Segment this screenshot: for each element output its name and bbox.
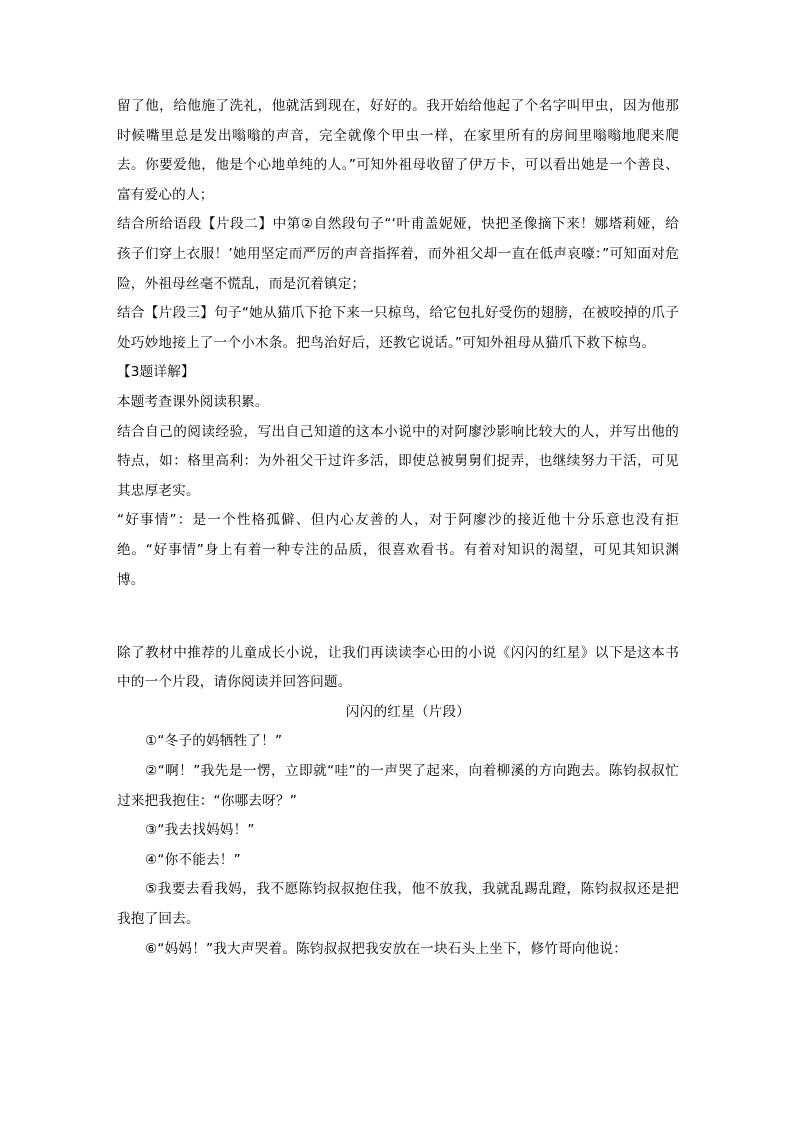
excerpt-title: 闪闪的红星（片段） [345, 703, 471, 720]
excerpt-paragraph-6: ⑥“妈妈！”我大声哭着。陈钧叔叔把我安放在一块石头上坐下，修竹哥向他说： [145, 940, 628, 957]
excerpt-paragraph-4: ④“你不能去！” [145, 851, 241, 868]
excerpt-paragraph-2: ②“啊！”我先是一愣，立即就“哇”的一声哭了起来，向着柳溪的方向跑去。陈钧叔叔忙过来把我抱住：“你哪去呀？” [117, 763, 679, 809]
analysis-paragraph-1: 留了他，给他施了洗礼，他就活到现在，好好的。我开始给他起了个名字叫甲虫，因为他那时候嘴里总是发出嗡嗡的声音，完全就像个甲虫一样，在家里所有的房间里嗡嗡地爬来爬去。你要爱他，他是个心地单纯的人。”可知外祖母收留了伊万卡，可以看出她是一个善良、富有爱心的人； [117, 98, 679, 203]
excerpt-paragraph-3: ③“我去找妈妈！” [145, 822, 255, 839]
analysis-paragraph-3: 结合【片段三】句子“她从猫爪下抢下来一只椋鸟，给它包扎好受伤的翅膀，在被咬掉的爪子处巧妙地接上了一个小木条。把鸟治好后，还教它说话。”可知外祖母从猫爪下救下椋鸟。 [117, 305, 679, 351]
question-intro: 除了教材中推荐的儿童成长小说，让我们再读读李心田的小说《闪闪的红星》以下是这本书中的一个片段，请你阅读并回答问题。 [117, 644, 679, 691]
q3-heading: 【3题详解】 [117, 364, 195, 381]
q3-paragraph-2: 结合自己的阅读经验，写出自己知道的这本小说中的对阿廖沙影响比较大的人，并写出他的特点，如：格里高利：为外祖父干过许多活，即使总被舅舅们捉弄，也继续努力干活，可见其忠厚老实。 [117, 423, 679, 499]
q3-paragraph-1: 本题考查课外阅读积累。 [117, 393, 269, 410]
document-page [117, 92, 679, 964]
q3-paragraph-3: “好事情”：是一个性格孤僻、但内心友善的人，对于阿廖沙的接近他十分乐意也没有拒绝。“好事情”身上有着一种专注的品质，很喜欢看书。有着对知识的渴望，可见其知识渊博。 [117, 512, 679, 588]
excerpt-paragraph-5: ⑤我要去看我妈，我不愿陈钧叔叔抱住我，他不放我，我就乱踢乱蹬，陈钧叔叔还是把我抱了回去。 [117, 881, 679, 928]
spacer [117, 625, 679, 639]
analysis-paragraph-2: 结合所给语段【片段二】中第②自然段句子“‘叶甫盖妮娅，快把圣像摘下来！娜塔莉娅，给孩子们穿上衣服！’她用坚定而严厉的声音指挥着，而外祖父却一直在低声哀嚎：”可知面对危险，外祖母丝毫不慌乱，而是沉着镇定； [117, 216, 679, 292]
excerpt-paragraph-1: ①“冬子的妈牺牲了！” [145, 733, 283, 750]
spacer [117, 595, 679, 625]
